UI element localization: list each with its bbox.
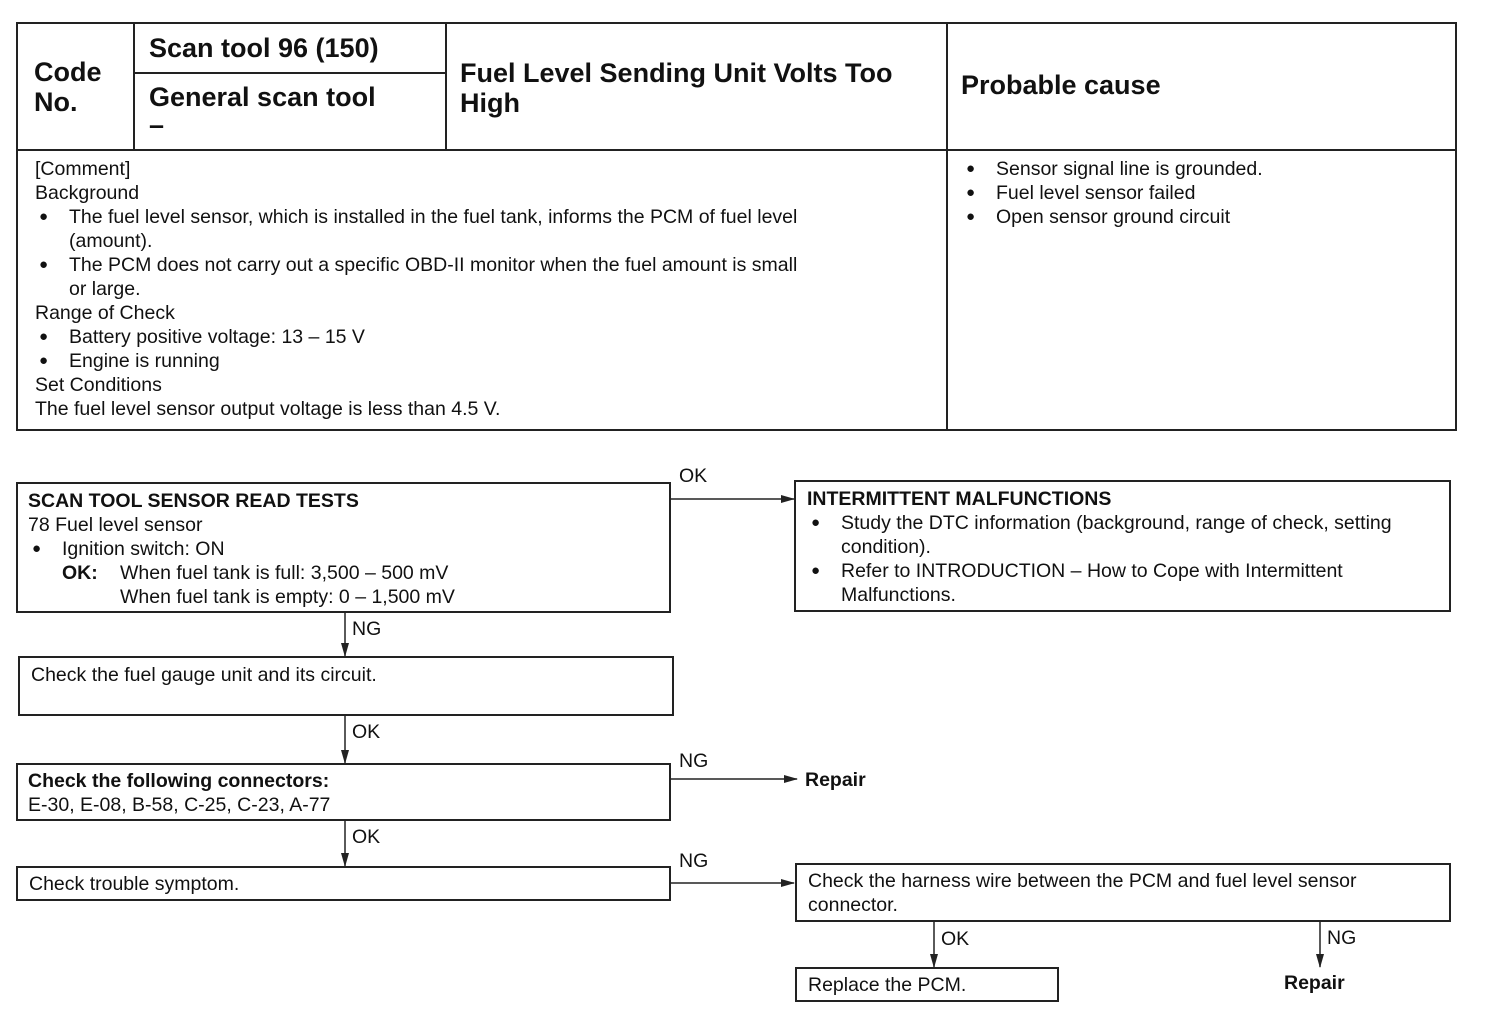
scan-test-ok-line-2: When fuel tank is empty: 0 – 1,500 mV (120, 586, 455, 608)
ng-label: NG (679, 750, 709, 772)
comment-label: [Comment] (35, 158, 131, 180)
probable-cause-header: Probable cause (961, 70, 1161, 100)
replace-pcm-text: Replace the PCM. (808, 974, 967, 996)
ok-label: OK (679, 465, 708, 487)
dtc-title: Fuel Level Sending Unit Volts Too High (460, 58, 893, 118)
scan-tool-test-box (16, 482, 671, 613)
scan-test-condition: ● Ignition switch: ON (28, 537, 455, 561)
cause-item: ● Fuel level sensor failed (962, 181, 1263, 205)
harness-check-box (795, 863, 1451, 922)
connectors-box (16, 763, 671, 821)
range-label: Range of Check (35, 302, 175, 324)
set-conditions-label: Set Conditions (35, 374, 162, 396)
harness-text-line-1: Check the harness wire between the PCM and fuel level sensor (808, 870, 1357, 892)
range-item: ● Engine is running (35, 349, 930, 373)
scan-test-item: 78 Fuel level sensor (28, 514, 203, 536)
harness-text-line-2: connector. (808, 894, 898, 916)
cause-item: ● Sensor signal line is grounded. (962, 157, 1263, 181)
general-scan-tool-label: General scan tool (149, 82, 376, 112)
range-item: ● Battery positive voltage: 13 – 15 V (35, 325, 930, 349)
background-label: Background (35, 182, 140, 204)
background-item: ● The PCM does not carry out a specific OBD-II monitor when the fuel amount is small or large. (35, 253, 930, 301)
ng-label: NG (1327, 927, 1357, 949)
set-conditions-text: The fuel level sensor output voltage is less than 4.5 V. (35, 398, 501, 420)
scan-tool-96-label: Scan tool 96 (150) (149, 33, 379, 63)
ok-label: OK (941, 928, 970, 950)
code-label: Code No. (34, 57, 102, 117)
background-item: ● The fuel level sensor, which is installed in the fuel tank, informs the PCM of fuel level (amount). (35, 205, 930, 253)
intermittent-item: ● Refer to INTRODUCTION – How to Cope with Intermittent Malfunctions. (807, 559, 1392, 607)
ng-label: NG (679, 850, 709, 872)
replace-pcm-box (795, 967, 1059, 1002)
general-scan-tool-value: – (149, 110, 165, 140)
intermittent-item: ● Study the DTC information (background, range of check, setting condition). (807, 511, 1392, 559)
ok-label: OK (352, 826, 381, 848)
cause-item: ● Open sensor ground circuit (962, 205, 1263, 229)
trouble-symptom-text: Check trouble symptom. (29, 873, 240, 895)
intermittent-title: INTERMITTENT MALFUNCTIONS (807, 488, 1112, 510)
connectors-list: E-30, E-08, B-58, C-25, C-23, A-77 (28, 794, 331, 816)
repair-label: Repair (805, 769, 866, 791)
ok-label: OK (352, 721, 381, 743)
trouble-symptom-box (16, 866, 671, 901)
ng-label: NG (352, 618, 382, 640)
fuel-gauge-box (18, 656, 674, 716)
connectors-title: Check the following connectors: (28, 770, 330, 792)
scan-test-title: SCAN TOOL SENSOR READ TESTS (28, 490, 359, 512)
fuel-gauge-text: Check the fuel gauge unit and its circuit. (31, 664, 377, 686)
repair-label: Repair (1284, 972, 1345, 994)
scan-test-ok: OK: When fuel tank is full: 3,500 – 500 mV (62, 562, 449, 584)
intermittent-box (794, 480, 1451, 612)
